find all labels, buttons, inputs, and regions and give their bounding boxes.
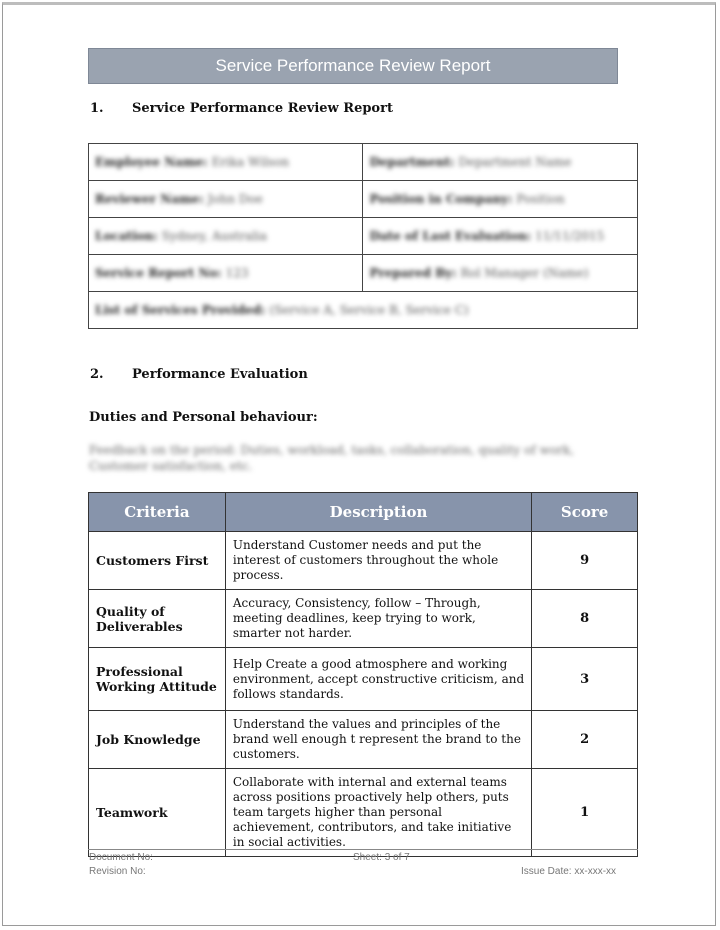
info-label: Service Report No: [95, 266, 222, 280]
info-row [89, 255, 638, 292]
description-cell: Understand the values and principles of the brand well enough t represent the brand to the customers. [225, 711, 531, 769]
services-label: List of Services Provided: [95, 303, 266, 317]
score-cell: 8 [532, 590, 638, 648]
header-score: Score [532, 493, 638, 532]
score-cell: 9 [532, 532, 638, 590]
info-row [89, 144, 638, 181]
services-value: (Service A, Service B, Service C) [269, 303, 469, 317]
score-cell: 2 [532, 711, 638, 769]
info-row [89, 181, 638, 218]
services-cell [89, 292, 638, 329]
info-value: Rol Manager (Name) [460, 266, 589, 280]
table-row [89, 711, 638, 769]
revision-no: Revision No: [89, 866, 146, 877]
footer-divider [88, 849, 638, 850]
info-label: Reviewer Name: [95, 192, 204, 206]
info-label: Position in Company: [369, 192, 513, 206]
criteria-cell: Professional Working Attitude [89, 648, 226, 711]
table-row [89, 769, 638, 857]
description-cell: Collaborate with internal and external teams across positions proactively help others, puts team targets higher than personal achievement, contributors, and take initiative in social activities. [225, 769, 531, 857]
feedback-paragraph: Feedback on the period: Duties, workload, tasks, collaboration, quality of work, Customer satisfaction, etc. [89, 443, 574, 473]
description-cell: Help Create a good atmosphere and working environment, accept constructive criticism, and follows standards. [225, 648, 531, 711]
description-cell: Understand Customer needs and put the interest of customers throughout the whole process. [225, 532, 531, 590]
score-cell: 1 [532, 769, 638, 857]
info-value: Erika Wilson [211, 155, 290, 169]
document-no: Document No: [89, 852, 153, 863]
sheet-number: Sheet: 3 of 7 [353, 852, 410, 863]
criteria-cell: Job Knowledge [89, 711, 226, 769]
info-value: Sydney, Australia [161, 229, 268, 243]
info-cell [89, 181, 363, 218]
info-cell [363, 255, 638, 292]
info-cell [89, 144, 363, 181]
table-row [89, 532, 638, 590]
header-criteria: Criteria [89, 493, 226, 532]
header-description: Description [225, 493, 531, 532]
description-cell: Accuracy, Consistency, follow – Through, meeting deadlines, keep trying to work, smarter not harder. [225, 590, 531, 648]
criteria-cell: Teamwork [89, 769, 226, 857]
info-value: Department Name [458, 155, 572, 169]
table-row [89, 648, 638, 711]
info-cell [89, 218, 363, 255]
info-label: Prepared By: [369, 266, 457, 280]
score-cell: 3 [532, 648, 638, 711]
info-cell [363, 144, 638, 181]
info-cell [363, 181, 638, 218]
info-value: John Doe [207, 192, 263, 206]
employee-info-table [88, 143, 638, 329]
duties-subheading: Duties and Personal behaviour: [89, 410, 318, 425]
info-label: Department: [369, 155, 455, 169]
services-row [89, 292, 638, 329]
performance-table [88, 492, 638, 857]
info-label: Date of Last Evaluation: [369, 229, 532, 243]
section-1-heading: 1. Service Performance Review Report [90, 101, 393, 116]
info-cell [89, 255, 363, 292]
report-title-banner: Service Performance Review Report [88, 48, 618, 84]
info-value: 11/11/2015 [535, 229, 605, 243]
issue-date: Issue Date: xx-xxx-xx [521, 866, 617, 877]
info-cell [363, 218, 638, 255]
info-label: Location: [95, 229, 158, 243]
criteria-cell: Customers First [89, 532, 226, 590]
table-row [89, 590, 638, 648]
info-label: Employee Name: [95, 155, 208, 169]
criteria-cell: Quality of Deliverables [89, 590, 226, 648]
section-2-heading: 2. Performance Evaluation [90, 367, 308, 382]
info-value: 123 [225, 266, 249, 280]
info-value: Position [516, 192, 565, 206]
info-row [89, 218, 638, 255]
